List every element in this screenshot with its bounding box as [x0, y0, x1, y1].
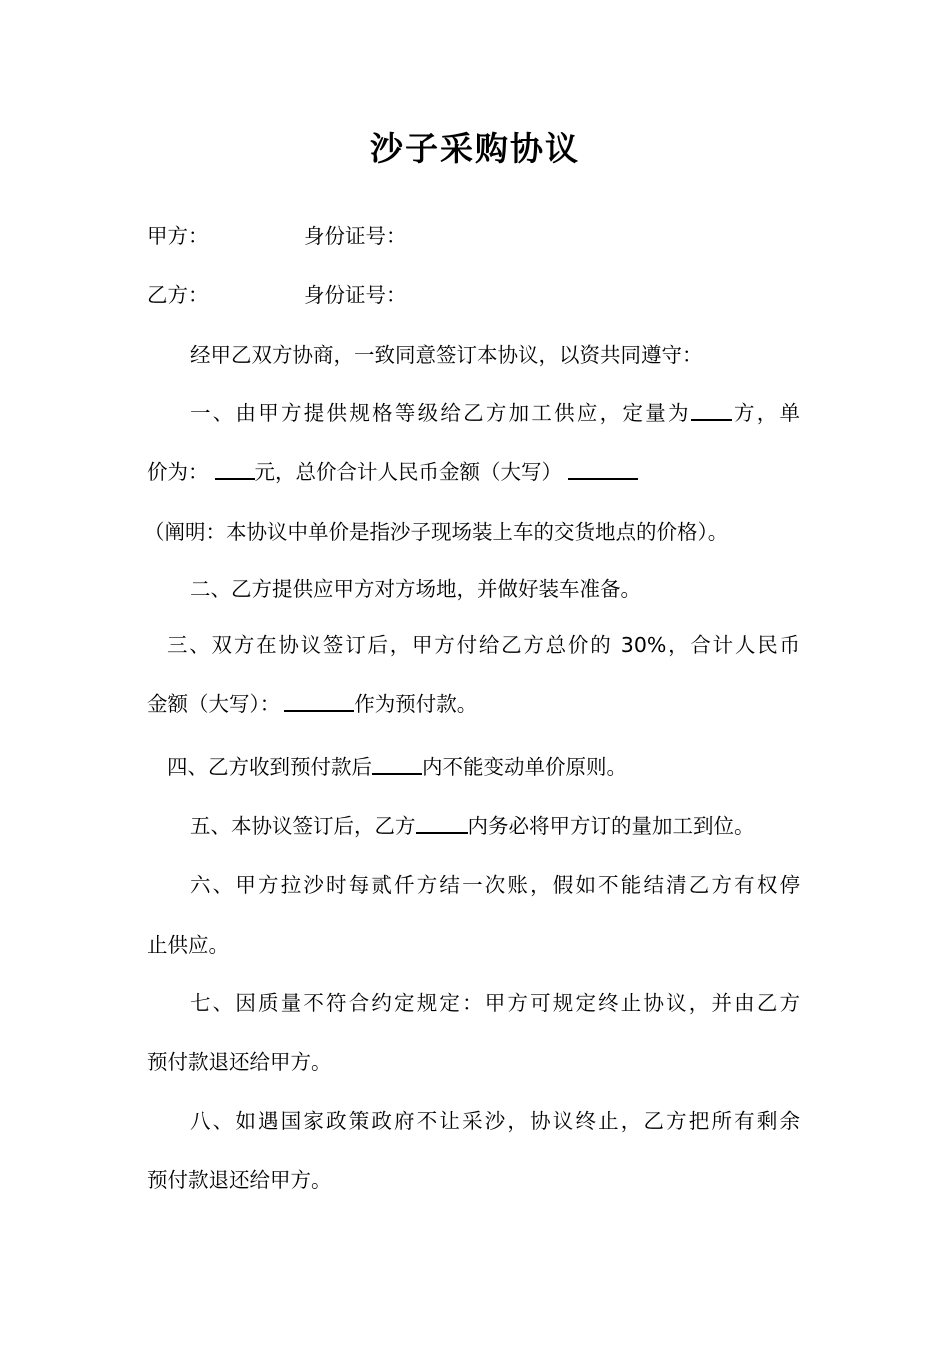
party-b-line [147, 277, 800, 313]
clause-6-line-1 [147, 867, 800, 903]
intro-paragraph [147, 337, 800, 373]
clause-3-line-2 [147, 686, 800, 722]
clause-2 [147, 571, 800, 607]
clause-5-text-b: 内务必将甲方订的量加工到位。 [467, 814, 755, 838]
clause-1-line-1 [147, 395, 800, 431]
party-b-label: 乙方： [147, 283, 209, 307]
clause-8-text-a: 八、如遇国家政策政府不让采沙，协议终止，乙方把所有剩余 [190, 1109, 800, 1133]
clause-1-text-d: 元，总价合计人民币金额（大写） [254, 460, 562, 484]
clause-8-line-1 [147, 1103, 800, 1139]
clause-8-text-b: 预付款退还给甲方。 [147, 1168, 332, 1192]
document-title: 沙子采购协议 [370, 129, 580, 168]
clause-1-text-a: 一、由甲方提供规格等级给乙方加工供应，定量为 [190, 401, 691, 425]
price-lock-period-blank [372, 751, 422, 775]
clause-6-line-2 [147, 927, 800, 963]
clause-3-text-a: 三、双方在协议签订后，甲方付给乙方总价的 30%，合计人民币 [167, 633, 800, 657]
clause-3-text-b: 金额（大写）： [147, 692, 281, 716]
clause-1-note-text: （阐明：本协议中单价是指沙子现场装上车的交货地点的价格）。 [144, 520, 729, 544]
clause-7-text-b: 预付款退还给甲方。 [147, 1050, 332, 1074]
intro-text: 经甲乙双方协商，一致同意签订本协议，以资共同遵守： [190, 343, 703, 367]
clause-6-text-b: 止供应。 [147, 933, 229, 957]
party-a-id-label: 身份证号： [304, 224, 407, 248]
clause-6-text-a: 六、甲方拉沙时每贰仟方结一次账，假如不能结清乙方有权停 [190, 873, 800, 897]
party-a-label: 甲方： [147, 224, 209, 248]
clause-8-line-2 [147, 1162, 800, 1198]
party-a-line [147, 218, 800, 254]
prepayment-amount-blank [284, 688, 354, 712]
clause-4-text-a: 四、乙方收到预付款后 [167, 755, 372, 779]
clause-7-text-a: 七、因质量不符合约定规定：甲方可规定终止协议，并由乙方 [190, 991, 800, 1015]
clause-2-text: 二、乙方提供应甲方对方场地，并做好装车准备。 [190, 577, 641, 601]
clause-5-text-a: 五、本协议签订后，乙方 [190, 814, 416, 838]
total-amount-blank [568, 456, 638, 480]
clause-3-line-1 [147, 627, 800, 663]
clause-1-text-c: 价为： [147, 460, 209, 484]
clause-4-text-b: 内不能变动单价原则。 [422, 755, 627, 779]
party-b-id-label: 身份证号： [304, 283, 407, 307]
clause-1-note [144, 514, 810, 550]
clause-1-line-2 [147, 454, 800, 490]
clause-7-line-1 [147, 985, 800, 1021]
clause-4 [147, 749, 800, 785]
clause-3-text-c: 作为预付款。 [354, 692, 478, 716]
clause-1-text-b: 方，单 [731, 401, 800, 425]
clause-5 [147, 808, 800, 844]
delivery-period-blank [416, 810, 468, 834]
unit-price-blank [215, 456, 255, 480]
quantity-blank [691, 397, 732, 421]
clause-7-line-2 [147, 1044, 800, 1080]
